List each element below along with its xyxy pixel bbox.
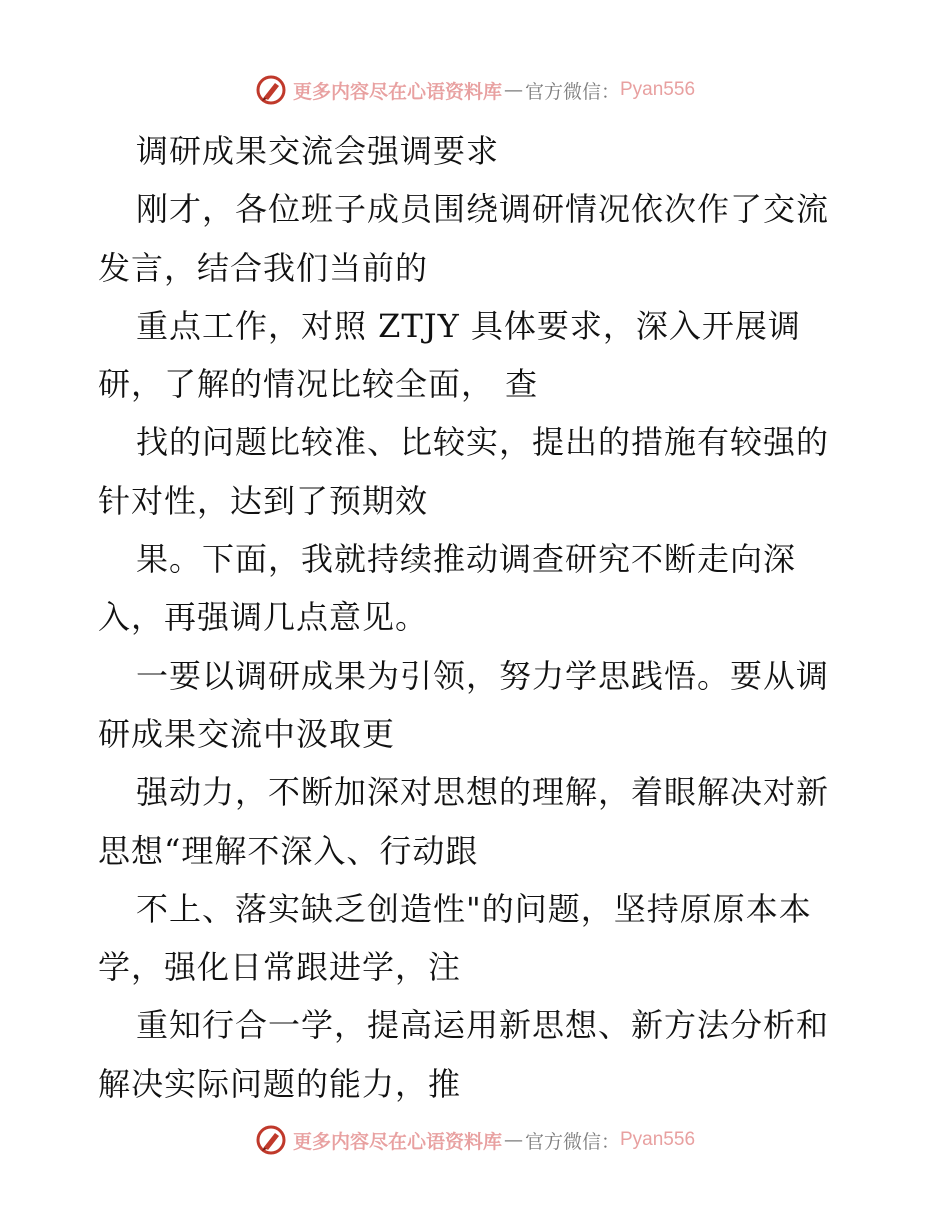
paragraph-line: 发言，结合我们当前的 — [98, 248, 429, 287]
paragraph-line: 解决实际问题的能力，推 — [98, 1064, 462, 1103]
document-body — [98, 122, 858, 1113]
watermark-wechat-id: Pyan556 — [620, 1129, 696, 1150]
paragraph-line: 入，再强调几点意见。 — [98, 598, 429, 637]
watermark-wechat-label: 官方微信： — [524, 1130, 620, 1153]
paragraph-line: 重点工作，对照 ZTJY 具体要求，深入开展调 — [136, 306, 801, 345]
paragraph-line: 重知行合一学，提高运用新思想、新方法分析和 — [136, 1006, 830, 1045]
watermark-separator: — — [503, 79, 523, 101]
watermark-main-text: 更多内容尽在心语资料库 — [292, 1130, 502, 1153]
paragraph-line: 针对性，达到了预期效 — [98, 481, 429, 520]
paragraph-line: 研成果交流中汲取更 — [98, 714, 396, 753]
paragraph-line: 研，了解的情况比较全面， 查 — [98, 365, 539, 404]
footer-watermark — [0, 1120, 950, 1160]
paragraph-line: 不上、落实缺乏创造性"的问题，坚持原原本本 — [136, 889, 812, 928]
paragraph-line: 学，强化日常跟进学，注 — [98, 948, 462, 987]
document-title-line: 调研成果交流会强调要求 — [136, 132, 500, 170]
pen-logo-icon — [255, 74, 287, 106]
watermark-main-text: 更多内容尽在心语资料库 — [292, 80, 502, 103]
watermark-wechat-id: Pyan556 — [620, 79, 696, 100]
paragraph-line: 思想“理解不深入、行动跟 — [98, 831, 479, 870]
header-watermark — [0, 70, 950, 110]
watermark-wechat-label: 官方微信： — [524, 80, 620, 103]
paragraph-line: 找的问题比较准、比较实，提出的措施有较强的 — [136, 423, 830, 462]
paragraph-line: 果。下面，我就持续推动调查研究不断走向深 — [136, 540, 797, 579]
pen-logo-icon — [255, 1124, 287, 1156]
paragraph-line: 强动力，不断加深对思想的理解，着眼解决对新 — [136, 773, 830, 812]
paragraph-line: 刚才，各位班子成员围绕调研情况依次作了交流 — [136, 190, 830, 229]
watermark-separator: — — [503, 1129, 523, 1151]
paragraph-line: 一要以调研成果为引领，努力学思践悟。要从调 — [136, 656, 830, 695]
